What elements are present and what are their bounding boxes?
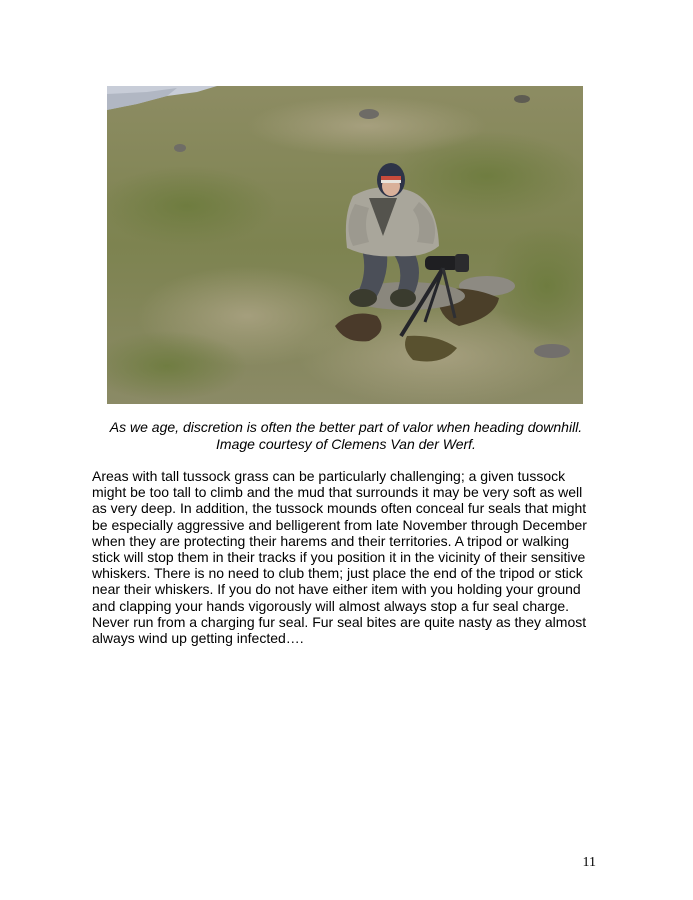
paragraph-line: when they are protecting their harems and their territories. A tripod or walking: [92, 532, 570, 549]
paragraph-line: as very deep. In addition, the tussock mounds often conceal fur seals that might: [92, 500, 587, 517]
paragraph-line: Areas with tall tussock grass can be particularly challenging; a given tussock: [92, 468, 566, 484]
paragraph-line: be especially aggressive and belligerent from late November through December: [92, 516, 587, 533]
body-paragraph: [92, 468, 602, 646]
photo-photographer-on-slope: [107, 86, 583, 404]
caption-line-1: As we age, discretion is often the better part of valor when heading downhill.: [109, 419, 583, 435]
page-number: 11: [582, 855, 596, 870]
photo-caption: [96, 419, 596, 453]
paragraph-line: Never run from a charging fur seal. Fur seal bites are quite nasty as they almost: [92, 613, 587, 630]
paragraph-line: near their whiskers. If you do not have either item with you holding your ground: [92, 581, 581, 598]
paragraph-line: and clapping your hands vigorously will almost always stop a fur seal charge.: [92, 597, 570, 614]
caption-line-2: Image courtesy of Clemens Van der Werf.: [216, 436, 476, 452]
paragraph-line: whiskers. There is no need to club them; just place the end of the tripod or stick: [92, 565, 583, 582]
paragraph-line: might be too tall to climb and the mud that surrounds it may be very soft as well: [92, 484, 583, 501]
paragraph-line: always wind up getting infected….: [92, 630, 304, 647]
paragraph-line: stick will stop them in their tracks if you position it in the vicinity of their sensitive: [92, 549, 586, 566]
